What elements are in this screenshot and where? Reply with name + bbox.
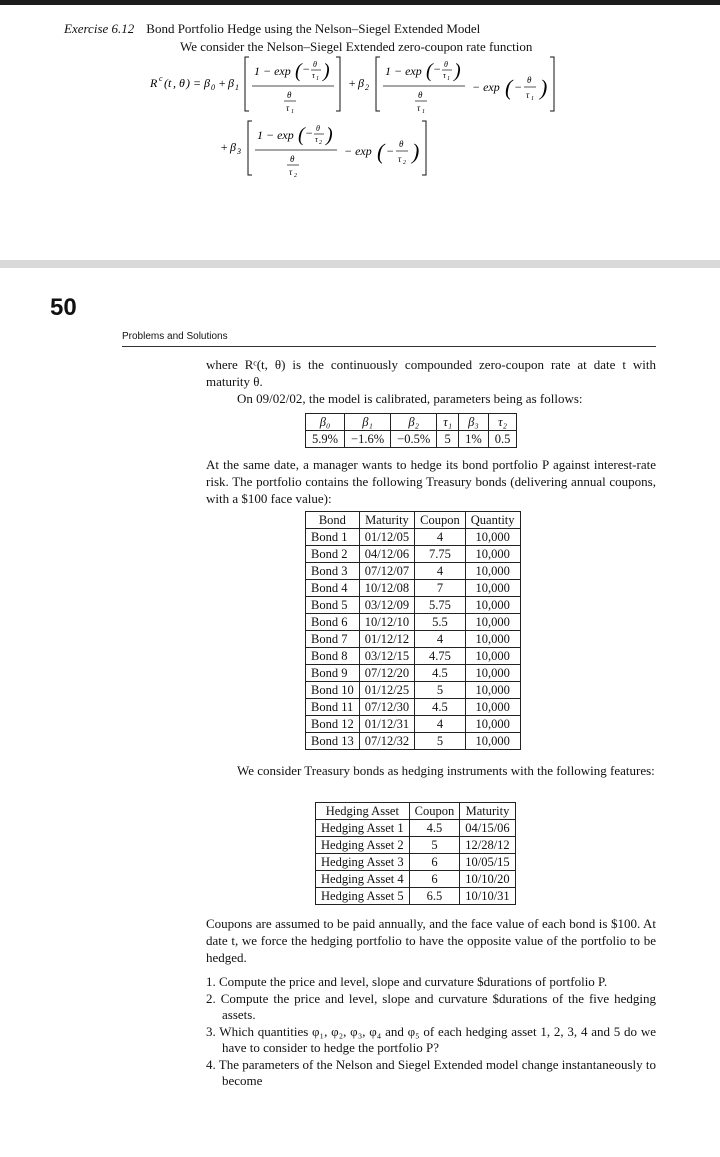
hedge-header-row: [316, 803, 516, 820]
param-value: 5: [437, 431, 459, 448]
bond-row: [306, 682, 521, 699]
bond-cell: 07/12/20: [359, 665, 414, 682]
svg-text:−: −: [514, 80, 523, 94]
bond-cell: Bond 13: [306, 733, 360, 750]
svg-text:): ): [412, 139, 420, 164]
parameter-value-row: [306, 431, 517, 448]
bond-cell: 10,000: [465, 529, 520, 546]
hedge-cell: 4.5: [409, 820, 460, 837]
svg-text:+: +: [348, 76, 357, 90]
svg-text:c: c: [159, 74, 163, 83]
bond-cell: 07/12/07: [359, 563, 414, 580]
bond-cell: 01/12/25: [359, 682, 414, 699]
svg-text:1: 1: [422, 109, 425, 115]
bond-col-header: Quantity: [465, 512, 520, 529]
bond-cell: 07/12/32: [359, 733, 414, 750]
svg-text:(: (: [295, 60, 302, 82]
bond-cell: Bond 8: [306, 648, 360, 665]
svg-text:θ: θ: [399, 139, 404, 149]
bond-cell: 10/12/08: [359, 580, 414, 597]
svg-text:) =: ) =: [186, 76, 202, 90]
bond-cell: Bond 1: [306, 529, 360, 546]
svg-text:β: β: [230, 140, 236, 154]
svg-text:β: β: [204, 76, 210, 90]
bond-row: [306, 614, 521, 631]
svg-text:(: (: [164, 76, 168, 90]
param-header: τ₁: [437, 414, 459, 431]
bond-cell: 04/12/06: [359, 546, 414, 563]
svg-text:0: 0: [211, 83, 215, 92]
bond-cell: 5: [415, 733, 466, 750]
svg-text:(: (: [377, 139, 385, 164]
bond-row: [306, 563, 521, 580]
param-header: β₂: [391, 414, 437, 431]
hedge-cell: Hedging Asset 2: [316, 837, 410, 854]
hedge-row: [316, 888, 516, 905]
svg-text:1 − exp: 1 − exp: [385, 64, 422, 78]
bond-cell: 10,000: [465, 631, 520, 648]
param-header: β₀: [306, 414, 345, 431]
bond-cell: Bond 12: [306, 716, 360, 733]
bond-row: [306, 631, 521, 648]
bond-portfolio-table: [305, 511, 521, 750]
bond-row: [306, 716, 521, 733]
calibrated-paragraph: On 09/02/02, the model is calibrated, parameters being as follows:: [237, 391, 583, 406]
bond-cell: 7.75: [415, 546, 466, 563]
svg-text:R: R: [150, 76, 158, 90]
svg-text:τ: τ: [398, 154, 402, 164]
hedge-cell: 6: [409, 854, 460, 871]
bond-cell: 10,000: [465, 546, 520, 563]
svg-text:θ: θ: [527, 75, 532, 85]
svg-text:τ: τ: [526, 90, 530, 100]
svg-text:θ: θ: [287, 90, 292, 100]
bond-cell: 01/12/31: [359, 716, 414, 733]
running-head: Problems and Solutions: [122, 331, 228, 342]
hedge-cell: 12/28/12: [460, 837, 515, 854]
svg-text:θ: θ: [179, 76, 185, 90]
param-value: 5.9%: [306, 431, 345, 448]
svg-text:τ: τ: [443, 71, 446, 80]
hedge-cell: 10/10/20: [460, 871, 515, 888]
svg-text:τ: τ: [417, 103, 421, 113]
bond-cell: 5: [415, 682, 466, 699]
parameter-header-row: [306, 414, 517, 431]
page-separator: [0, 260, 720, 268]
bond-cell: 10/12/10: [359, 614, 414, 631]
bond-row: [306, 546, 521, 563]
hedge-cell: Hedging Asset 3: [316, 854, 410, 871]
bond-cell: 10,000: [465, 580, 520, 597]
bond-row: [306, 699, 521, 716]
question-item: 3. Which quantities φ₁, φ₂, φ₃, φ₄ and φ₅ of each hedging asset 1, 2, 3, 4 and 5 do we have to consider to hedge the portfolio P?: [206, 1024, 656, 1055]
bond-cell: 10,000: [465, 716, 520, 733]
bond-cell: 10,000: [465, 665, 520, 682]
bond-cell: 10,000: [465, 682, 520, 699]
svg-text:−: −: [386, 144, 395, 158]
bond-col-header: Coupon: [415, 512, 466, 529]
svg-text:1: 1: [235, 83, 239, 92]
bond-cell: Bond 9: [306, 665, 360, 682]
bond-row: [306, 648, 521, 665]
svg-text:t: t: [168, 76, 172, 90]
hedge-cell: Hedging Asset 5: [316, 888, 410, 905]
formula-line-2: [220, 117, 460, 183]
bond-cell: 07/12/30: [359, 699, 414, 716]
exercise-intro: We consider the Nelson–Siegel Extended zero-coupon rate function: [180, 39, 533, 54]
param-value: −1.6%: [345, 431, 391, 448]
svg-text:,: ,: [173, 76, 176, 90]
svg-text:3: 3: [237, 147, 241, 156]
exercise-title: Bond Portfolio Hedge using the Nelson–Siegel Extended Model: [146, 21, 481, 36]
svg-text:2: 2: [403, 160, 406, 166]
svg-text:(: (: [426, 60, 433, 82]
bond-cell: Bond 5: [306, 597, 360, 614]
svg-text:− exp: − exp: [472, 80, 500, 94]
svg-text:): ): [454, 60, 461, 82]
param-header: β₃: [459, 414, 489, 431]
hedge-cell: 6.5: [409, 888, 460, 905]
param-value: 1%: [459, 431, 489, 448]
bond-row: [306, 529, 521, 546]
svg-text:θ: θ: [316, 124, 320, 133]
bond-row: [306, 597, 521, 614]
svg-text:τ: τ: [312, 71, 315, 80]
hedge-col-header: Maturity: [460, 803, 515, 820]
question-item: 2. Compute the price and level, slope and curvature $durations of the five hedging assets.: [206, 991, 656, 1022]
bond-cell: Bond 7: [306, 631, 360, 648]
coupons-paragraph: Coupons are assumed to be paid annually, and the face value of each bond is $100. At date t, we force the hedging portfolio to have the opposite value of the portfolio to be hedged.: [206, 916, 656, 965]
bond-cell: 10,000: [465, 614, 520, 631]
hedge-row: [316, 837, 516, 854]
hedge-cell: 6: [409, 871, 460, 888]
bond-cell: 01/12/05: [359, 529, 414, 546]
bond-cell: 10,000: [465, 733, 520, 750]
bond-cell: 4.5: [415, 665, 466, 682]
hedge-row: [316, 854, 516, 871]
svg-text:− exp: − exp: [344, 144, 372, 158]
svg-text:2: 2: [319, 140, 322, 146]
svg-text:1 − exp: 1 − exp: [254, 64, 291, 78]
hedge-cell: 04/15/06: [460, 820, 515, 837]
exercise-label: Exercise 6.12: [64, 21, 135, 36]
bond-cell: Bond 6: [306, 614, 360, 631]
hedge-cell: Hedging Asset 1: [316, 820, 410, 837]
bond-col-header: Maturity: [359, 512, 414, 529]
svg-text:1 − exp: 1 − exp: [257, 128, 294, 142]
question-item: 1. Compute the price and level, slope and curvature $durations of portfolio P.: [206, 974, 608, 989]
bond-cell: 4.5: [415, 699, 466, 716]
bond-cell: 10,000: [465, 563, 520, 580]
hedge-col-header: Coupon: [409, 803, 460, 820]
svg-text:1: 1: [531, 96, 534, 102]
bond-cell: 10,000: [465, 699, 520, 716]
hedge-col-header: Hedging Asset: [316, 803, 410, 820]
bond-cell: 4: [415, 563, 466, 580]
param-header: β₁: [345, 414, 391, 431]
svg-text:θ: θ: [418, 90, 423, 100]
manager-paragraph: At the same date, a manager wants to hedge its bond portfolio P against interest-rate risk. The portfolio contains the following Treasury bonds (delivering annual coupons, with a $100 face value):: [206, 457, 656, 506]
hedging-intro-paragraph: We consider Treasury bonds as hedging instruments with the following features:: [237, 763, 655, 778]
bond-cell: 03/12/15: [359, 648, 414, 665]
svg-text:1: 1: [447, 76, 450, 82]
page-number: 50: [50, 294, 77, 321]
bond-cell: 10,000: [465, 648, 520, 665]
parameter-table: [305, 413, 517, 448]
svg-text:β: β: [358, 76, 364, 90]
bond-cell: 5.75: [415, 597, 466, 614]
bond-cell: 4: [415, 716, 466, 733]
svg-text:τ: τ: [286, 103, 290, 113]
svg-text:β: β: [228, 76, 234, 90]
svg-text:τ: τ: [315, 135, 318, 144]
question-item: 4. The parameters of the Nelson and Siegel Extended model change instantaneously to become: [206, 1057, 656, 1088]
hedge-row: [316, 820, 516, 837]
param-value: −0.5%: [391, 431, 437, 448]
svg-text:θ: θ: [290, 154, 295, 164]
bond-cell: Bond 10: [306, 682, 360, 699]
formula-line-1: [150, 53, 610, 119]
hedge-cell: 10/05/15: [460, 854, 515, 871]
svg-text:−: −: [302, 62, 311, 76]
bond-cell: 4.75: [415, 648, 466, 665]
svg-text:+: +: [218, 76, 227, 90]
bond-cell: 4: [415, 631, 466, 648]
bond-cell: Bond 3: [306, 563, 360, 580]
bond-cell: 03/12/09: [359, 597, 414, 614]
bond-cell: 01/12/12: [359, 631, 414, 648]
param-value: 0.5: [488, 431, 517, 448]
bond-header-row: [306, 512, 521, 529]
svg-text:+: +: [220, 140, 229, 154]
svg-text:θ: θ: [313, 60, 317, 69]
previous-page: [0, 5, 720, 260]
bond-cell: 10,000: [465, 597, 520, 614]
bond-row: [306, 733, 521, 750]
svg-text:): ): [323, 60, 330, 82]
bond-cell: Bond 11: [306, 699, 360, 716]
hedging-assets-table: [315, 802, 516, 905]
svg-text:−: −: [305, 126, 314, 140]
param-header: τ₂: [488, 414, 517, 431]
bond-cell: Bond 4: [306, 580, 360, 597]
svg-text:1: 1: [316, 76, 319, 82]
hedge-cell: 10/10/31: [460, 888, 515, 905]
svg-text:−: −: [433, 62, 442, 76]
svg-text:θ: θ: [444, 60, 448, 69]
where-paragraph: where Rᶜ(t, θ) is the continuously compounded zero-coupon rate at date t with maturity θ.: [206, 357, 656, 389]
svg-text:): ): [326, 124, 333, 146]
bond-cell: 5.5: [415, 614, 466, 631]
svg-text:(: (: [505, 75, 513, 100]
bond-col-header: Bond: [306, 512, 360, 529]
exercise-heading: [64, 21, 480, 37]
bond-row: [306, 580, 521, 597]
hedge-cell: Hedging Asset 4: [316, 871, 410, 888]
svg-text:τ: τ: [289, 167, 293, 177]
bond-cell: Bond 2: [306, 546, 360, 563]
svg-text:2: 2: [294, 173, 297, 179]
header-rule: [122, 346, 656, 347]
hedge-row: [316, 871, 516, 888]
bond-cell: 7: [415, 580, 466, 597]
svg-text:2: 2: [365, 83, 369, 92]
svg-text:(: (: [298, 124, 305, 146]
question-list: [206, 974, 656, 1090]
bond-cell: 4: [415, 529, 466, 546]
bond-row: [306, 665, 521, 682]
svg-text:1: 1: [291, 109, 294, 115]
hedge-cell: 5: [409, 837, 460, 854]
svg-text:): ): [540, 75, 548, 100]
